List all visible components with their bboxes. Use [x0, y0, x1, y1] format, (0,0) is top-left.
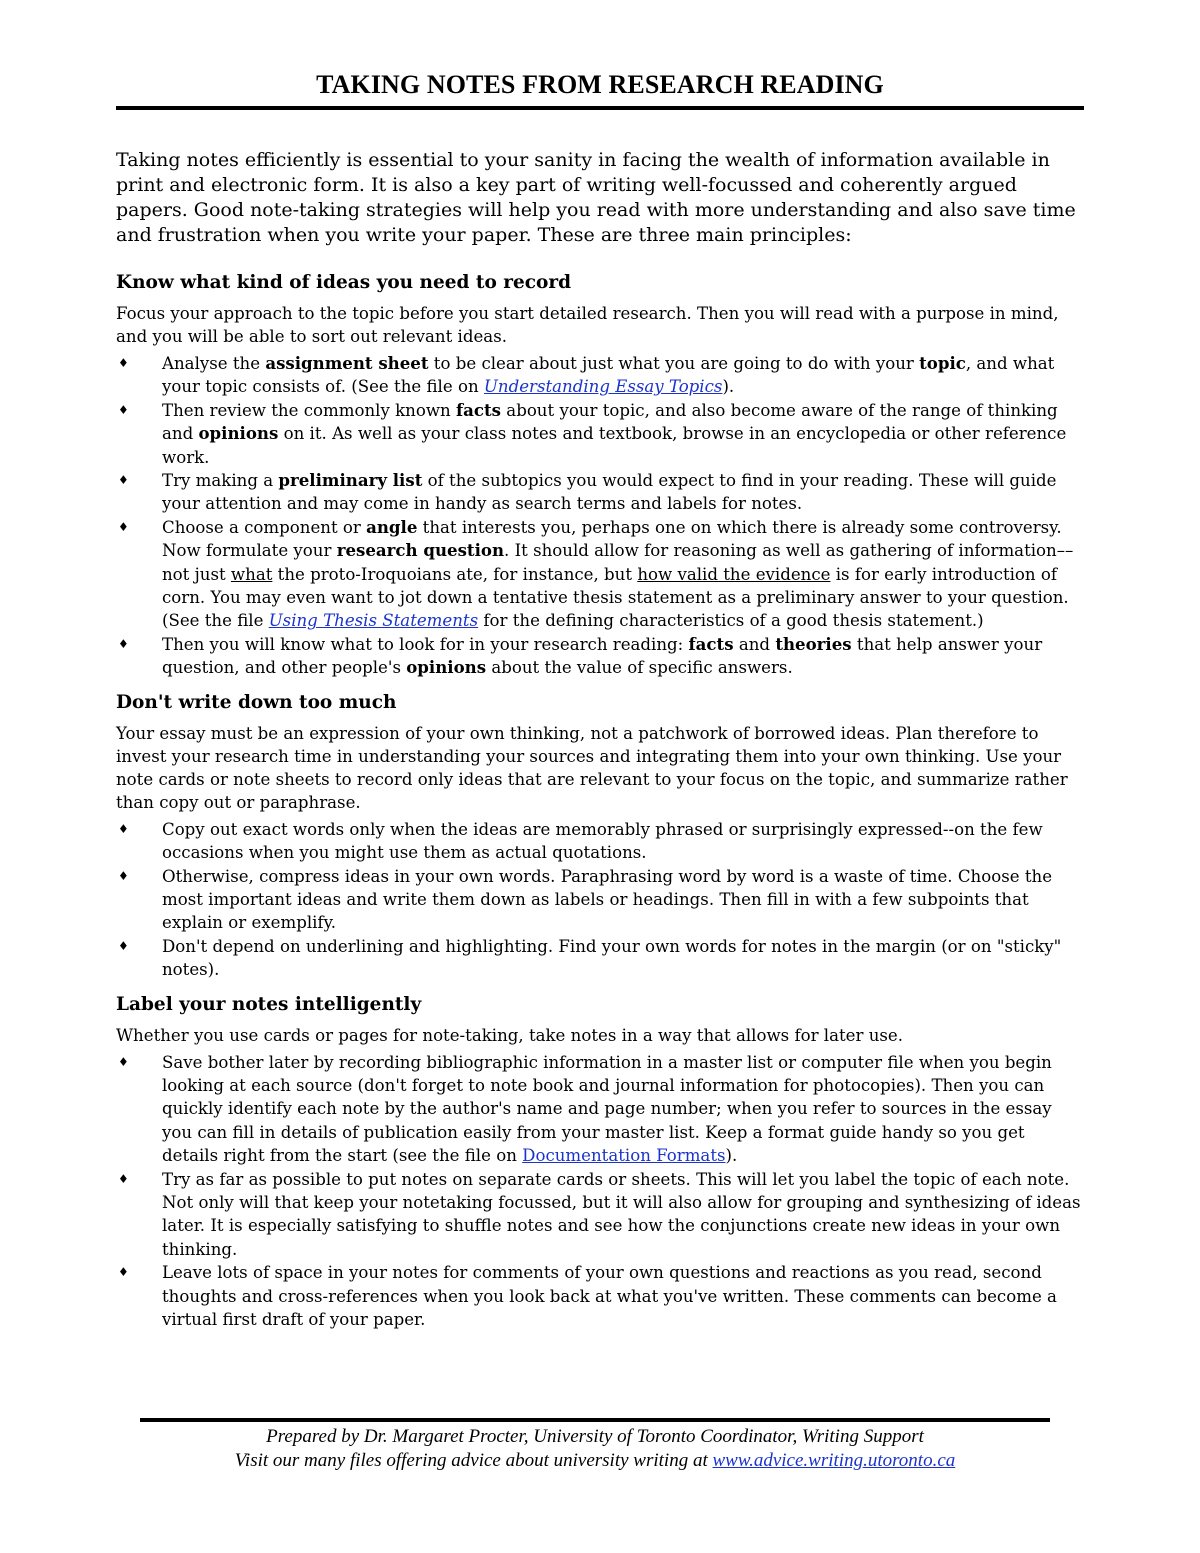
footer-website-link[interactable]: www.advice.writing.utoronto.ca	[712, 1450, 956, 1471]
list-item: ♦ Then you will know what to look for in your research reading: facts and theories that help answer your question, and other people's opinions about the value of specific answers.	[118, 633, 1043, 678]
diamond-bullet-icon: ♦	[118, 519, 129, 534]
list-item: ♦ Copy out exact words only when the ideas are memorably phrased or surprisingly expressed--on the few occasions when you might use them as actual quotations.	[118, 819, 1043, 863]
diamond-bullet-icon: ♦	[118, 1054, 129, 1069]
list-item: ♦ Leave lots of space in your notes for comments of your own questions and reactions as you read, second thoughts and cross-references when you look back at what you've written. These comments can become a virtual first draft of your paper.	[118, 1263, 1057, 1329]
page-title: TAKING NOTES FROM RESEARCH READING	[316, 70, 884, 99]
list-item: ♦ Analyse the assignment sheet to be clear about just what you are going to do with your topic, and what your topic consists of. (See the file on Understanding Essay Topics).	[118, 353, 1055, 397]
footer-visit: Visit our many files offering advice about university writing at www.advice.writing.utoronto.ca	[234, 1450, 956, 1471]
list-item: ♦ Try making a preliminary list of the subtopics you would expect to find in your reading. These will guide your attention and may come in handy as search terms and labels for notes.	[118, 470, 1057, 514]
list-item: ♦ Otherwise, compress ideas in your own words. Paraphrasing word by word is a waste of time. Choose the most important ideas and write them down as labels or headings. Then fill in with a few subpoints that explain or exemplify.	[118, 866, 1053, 933]
link-documentation-formats[interactable]: Documentation Formats	[522, 1146, 726, 1166]
diamond-bullet-icon: ♦	[118, 821, 129, 836]
bullet-list	[116, 1051, 1084, 1332]
link-using-thesis-statements[interactable]: Using Thesis Statements	[268, 611, 479, 631]
list-item: ♦ Don't depend on underlining and highlighting. Find your own words for notes in the margin (or on "sticky" notes).	[118, 936, 1062, 980]
list-item: ♦ Try as far as possible to put notes on separate cards or sheets. This will let you label the topic of each note. Not only will that keep your notetaking focussed, but it will also allow for grouping and synthesizing of ideas later. It is especially satisfying to shuffle notes and see how the conjunctions create new ideas in your own thinking.	[118, 1169, 1081, 1259]
section-heading-dont-write: Don't write down too much	[116, 691, 397, 713]
footer-credit: Prepared by Dr. Margaret Procter, University of Toronto Coordinator, Writing Support	[266, 1426, 924, 1447]
section-paragraph: Whether you use cards or pages for note-taking, take notes in a way that allows for later use.	[116, 1025, 904, 1045]
diamond-bullet-icon: ♦	[118, 1171, 129, 1186]
diamond-bullet-icon: ♦	[118, 473, 129, 488]
diamond-bullet-icon: ♦	[118, 356, 129, 370]
diamond-bullet-icon: ♦	[118, 868, 129, 883]
title-divider	[116, 106, 1084, 110]
list-item: ♦ Choose a component or angle that interests you, perhaps one on which there is already some controversy. Now formulate your research question. It should allow for reasoning as well as gathering of information––not just what the proto-Iroquoians ate, for instance, but how valid the evidence is for early introduction of corn. You may even want to jot down a tentative thesis statement as a preliminary answer to your question. (See the file Using Thesis Statements for the defining characteristics of a good thesis statement.)	[118, 516, 1074, 631]
section-paragraph: Focus your approach to the topic before you start detailed research. Then you will read with a purpose in mind, and you will be able to sort out relevant ideas.	[116, 304, 1059, 346]
list-item: ♦ Then review the commonly known facts about your topic, and also become aware of the range of thinking and opinions on it. As well as your class notes and textbook, browse in an encyclopedia or other reference work.	[118, 399, 1067, 467]
section-paragraph: Your essay must be an expression of your own thinking, not a patchwork of borrowed ideas. Plan therefore to invest your research time in understanding your sources and integrating them into your own thinking. Use your note cards or note sheets to record only ideas that are relevant to your focus on the topic, and summarize rather than copy out or paraphrase.	[116, 723, 1068, 812]
section-heading-label-notes: Label your notes intelligently	[116, 993, 422, 1015]
footer-divider	[140, 1418, 1050, 1422]
footer	[140, 1425, 1050, 1473]
bullet-list	[116, 352, 1084, 680]
diamond-bullet-icon: ♦	[118, 938, 129, 953]
list-item: ♦ Save bother later by recording bibliographic information in a master list or computer file when you begin looking at each source (don't forget to note book and journal information for photocopies). Then you can quickly identify each note by the author's name and page number; when you refer to sources in the essay you can fill in details of publication easily from your master list. Keep a format guide handy so you get details right from the start (see the file on Documentation Formats).	[118, 1052, 1052, 1166]
document-page	[116, 70, 1084, 1331]
intro-paragraph: Taking notes efficiently is essential to your sanity in facing the wealth of information available in print and electronic form. It is also a key part of writing well-focussed and coherently argued papers. Good note-taking strategies will help you read with more understanding and also save time and frustration when you write your paper. These are three main principles:	[116, 149, 1076, 246]
section-heading-record: Know what kind of ideas you need to record	[116, 272, 572, 293]
bullet-list	[116, 818, 1084, 982]
diamond-bullet-icon: ♦	[118, 402, 129, 417]
diamond-bullet-icon: ♦	[118, 636, 129, 651]
link-understanding-essay-topics[interactable]: Understanding Essay Topics	[483, 377, 723, 397]
diamond-bullet-icon: ♦	[118, 1265, 129, 1280]
